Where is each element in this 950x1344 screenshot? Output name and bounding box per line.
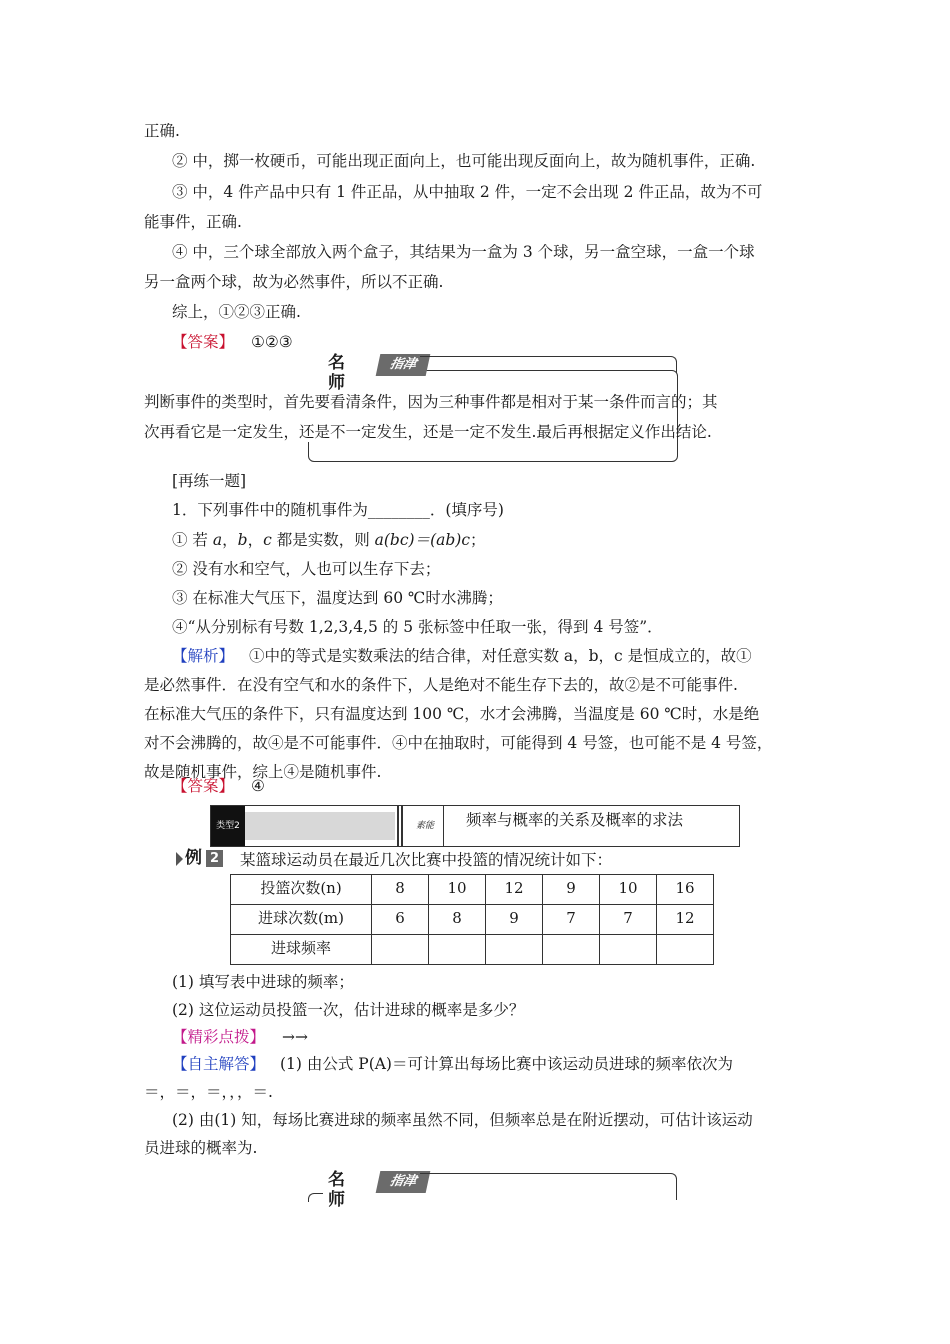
cell: 16	[657, 875, 714, 905]
text-line: 能事件，正确.	[144, 213, 242, 231]
practice-option: ④“从分别标有号数 1,2,3,4,5 的 5 张标签中任取一张，得到 4 号签”．	[172, 618, 663, 636]
text-line: 综上，①②③正确.	[172, 303, 301, 321]
cell: 6	[372, 905, 429, 935]
cell	[372, 935, 429, 965]
cell: 8	[429, 905, 486, 935]
tip-header-title: 名师	[328, 353, 346, 393]
section-banner	[210, 805, 740, 847]
tip-header-badge: 指津	[376, 1171, 431, 1193]
answer-value: ④	[250, 777, 265, 795]
tip-header-badge: 指津	[376, 354, 431, 376]
tip-text: 次再看它是一定发生，还是不一定发生，还是一定不发生.最后再根据定义作出结论.	[144, 423, 712, 441]
cell: 7	[543, 905, 600, 935]
cell	[486, 935, 543, 965]
solution-line: 【自主解答】 (1) 由公式 P(A)＝可计算出每场比赛中该运动员进球的频率依次为	[172, 1055, 733, 1073]
solution-text: 员进球的概率为.	[144, 1139, 258, 1157]
hint-line	[172, 1027, 308, 1047]
row-label: 投篮次数(n)	[231, 875, 372, 905]
cell: 10	[600, 875, 657, 905]
cell: 9	[486, 905, 543, 935]
cell: 7	[600, 905, 657, 935]
cell	[657, 935, 714, 965]
hint-value: →→	[281, 1028, 308, 1046]
cell	[600, 935, 657, 965]
type-label: 类型2	[211, 806, 245, 846]
question-line: (1) 填写表中进球的频率；	[172, 973, 354, 991]
row-label: 进球次数(m)	[231, 905, 372, 935]
cell	[429, 935, 486, 965]
text-line: 正确.	[144, 122, 180, 140]
section-title: 频率与概率的关系及概率的求法	[443, 806, 739, 846]
stats-table	[230, 874, 714, 965]
analysis-line: 【解析】 ①中的等式是实数乘法的结合律，对任意实数 a，b，c 是恒成立的，故①	[172, 647, 752, 665]
solution-label: 【自主解答】	[172, 1055, 266, 1073]
tip-header-title: 名师	[328, 1170, 346, 1210]
text-line: ③ 中，4 件产品中只有 1 件正品，从中抽取 2 件，一定不会出现 2 件正品，故为不可	[172, 183, 763, 201]
answer-line	[172, 776, 265, 796]
table-row	[231, 935, 714, 965]
cell: 12	[486, 875, 543, 905]
analysis-text: 对不会沸腾的，故④是不可能事件．④中在抽取时，可能得到 4 号签，也可能不是 4 号签，	[144, 734, 773, 752]
answer-label: 【答案】	[172, 777, 235, 795]
level-tag: 素能	[415, 821, 434, 831]
cell: 10	[429, 875, 486, 905]
row-label: 进球频率	[231, 935, 372, 965]
answer-value: ①②③	[250, 333, 293, 351]
hint-label: 【精彩点拨】	[172, 1028, 266, 1046]
answer-label: 【答案】	[172, 333, 235, 351]
text-line: ② 中，掷一枚硬币，可能出现正面向上，也可能出现反面向上，故为随机事件，正确.	[172, 152, 756, 170]
cell: 9	[543, 875, 600, 905]
analysis-text: 在标准大气压的条件下，只有温度达到 100 ℃，水才会沸腾，当温度是 60 ℃时，水是绝	[144, 705, 760, 723]
table-row	[231, 875, 714, 905]
question-line: (2) 这位运动员投篮一次，估计进球的概率是多少？	[172, 1001, 525, 1019]
analysis-text: 故是随机事件，综上④是随机事件.	[144, 763, 382, 781]
triangle-icon	[176, 852, 183, 866]
analysis-label: 【解析】	[172, 647, 235, 665]
cell	[543, 935, 600, 965]
practice-option: ② 没有水和空气，人也可以生存下去；	[172, 560, 441, 578]
text-line: ④ 中，三个球全部放入两个盒子，其结果为一盒为 3 个球，另一盒空球，一盒一个球	[172, 243, 755, 261]
solution-text: ＝，＝，＝，，，＝.	[144, 1083, 273, 1101]
table-row	[231, 905, 714, 935]
cell: 8	[372, 875, 429, 905]
practice-heading: [再练一题]	[172, 472, 247, 490]
cell: 12	[657, 905, 714, 935]
analysis-text: 是必然事件．在没有空气和水的条件下，人是绝对不能生存下去的，故②是不可能事件.	[144, 676, 738, 694]
practice-question: 1．下列事件中的随机事件为________．(填序号)	[172, 501, 504, 519]
tip-text: 判断事件的类型时，首先要看清条件，因为三种事件都是相对于某一条件而言的；其	[144, 393, 718, 411]
solution-text: (2) 由(1) 知，每场比赛进球的频率虽然不同，但频率总是在附近摆动，可估计该运动	[172, 1111, 753, 1129]
practice-option: ① 若 a，b，c 都是实数，则 a(bc)＝(ab)c；	[172, 531, 486, 549]
example-text: 某篮球运动员在最近几次比赛中投篮的情况统计如下：	[240, 851, 613, 869]
example-marker: 例 2	[176, 848, 226, 870]
text-line: 另一盒两个球，故为必然事件，所以不正确.	[144, 273, 444, 291]
answer-line	[172, 332, 293, 352]
practice-option: ③ 在标准大气压下，温度达到 60 ℃时水沸腾；	[172, 589, 503, 607]
